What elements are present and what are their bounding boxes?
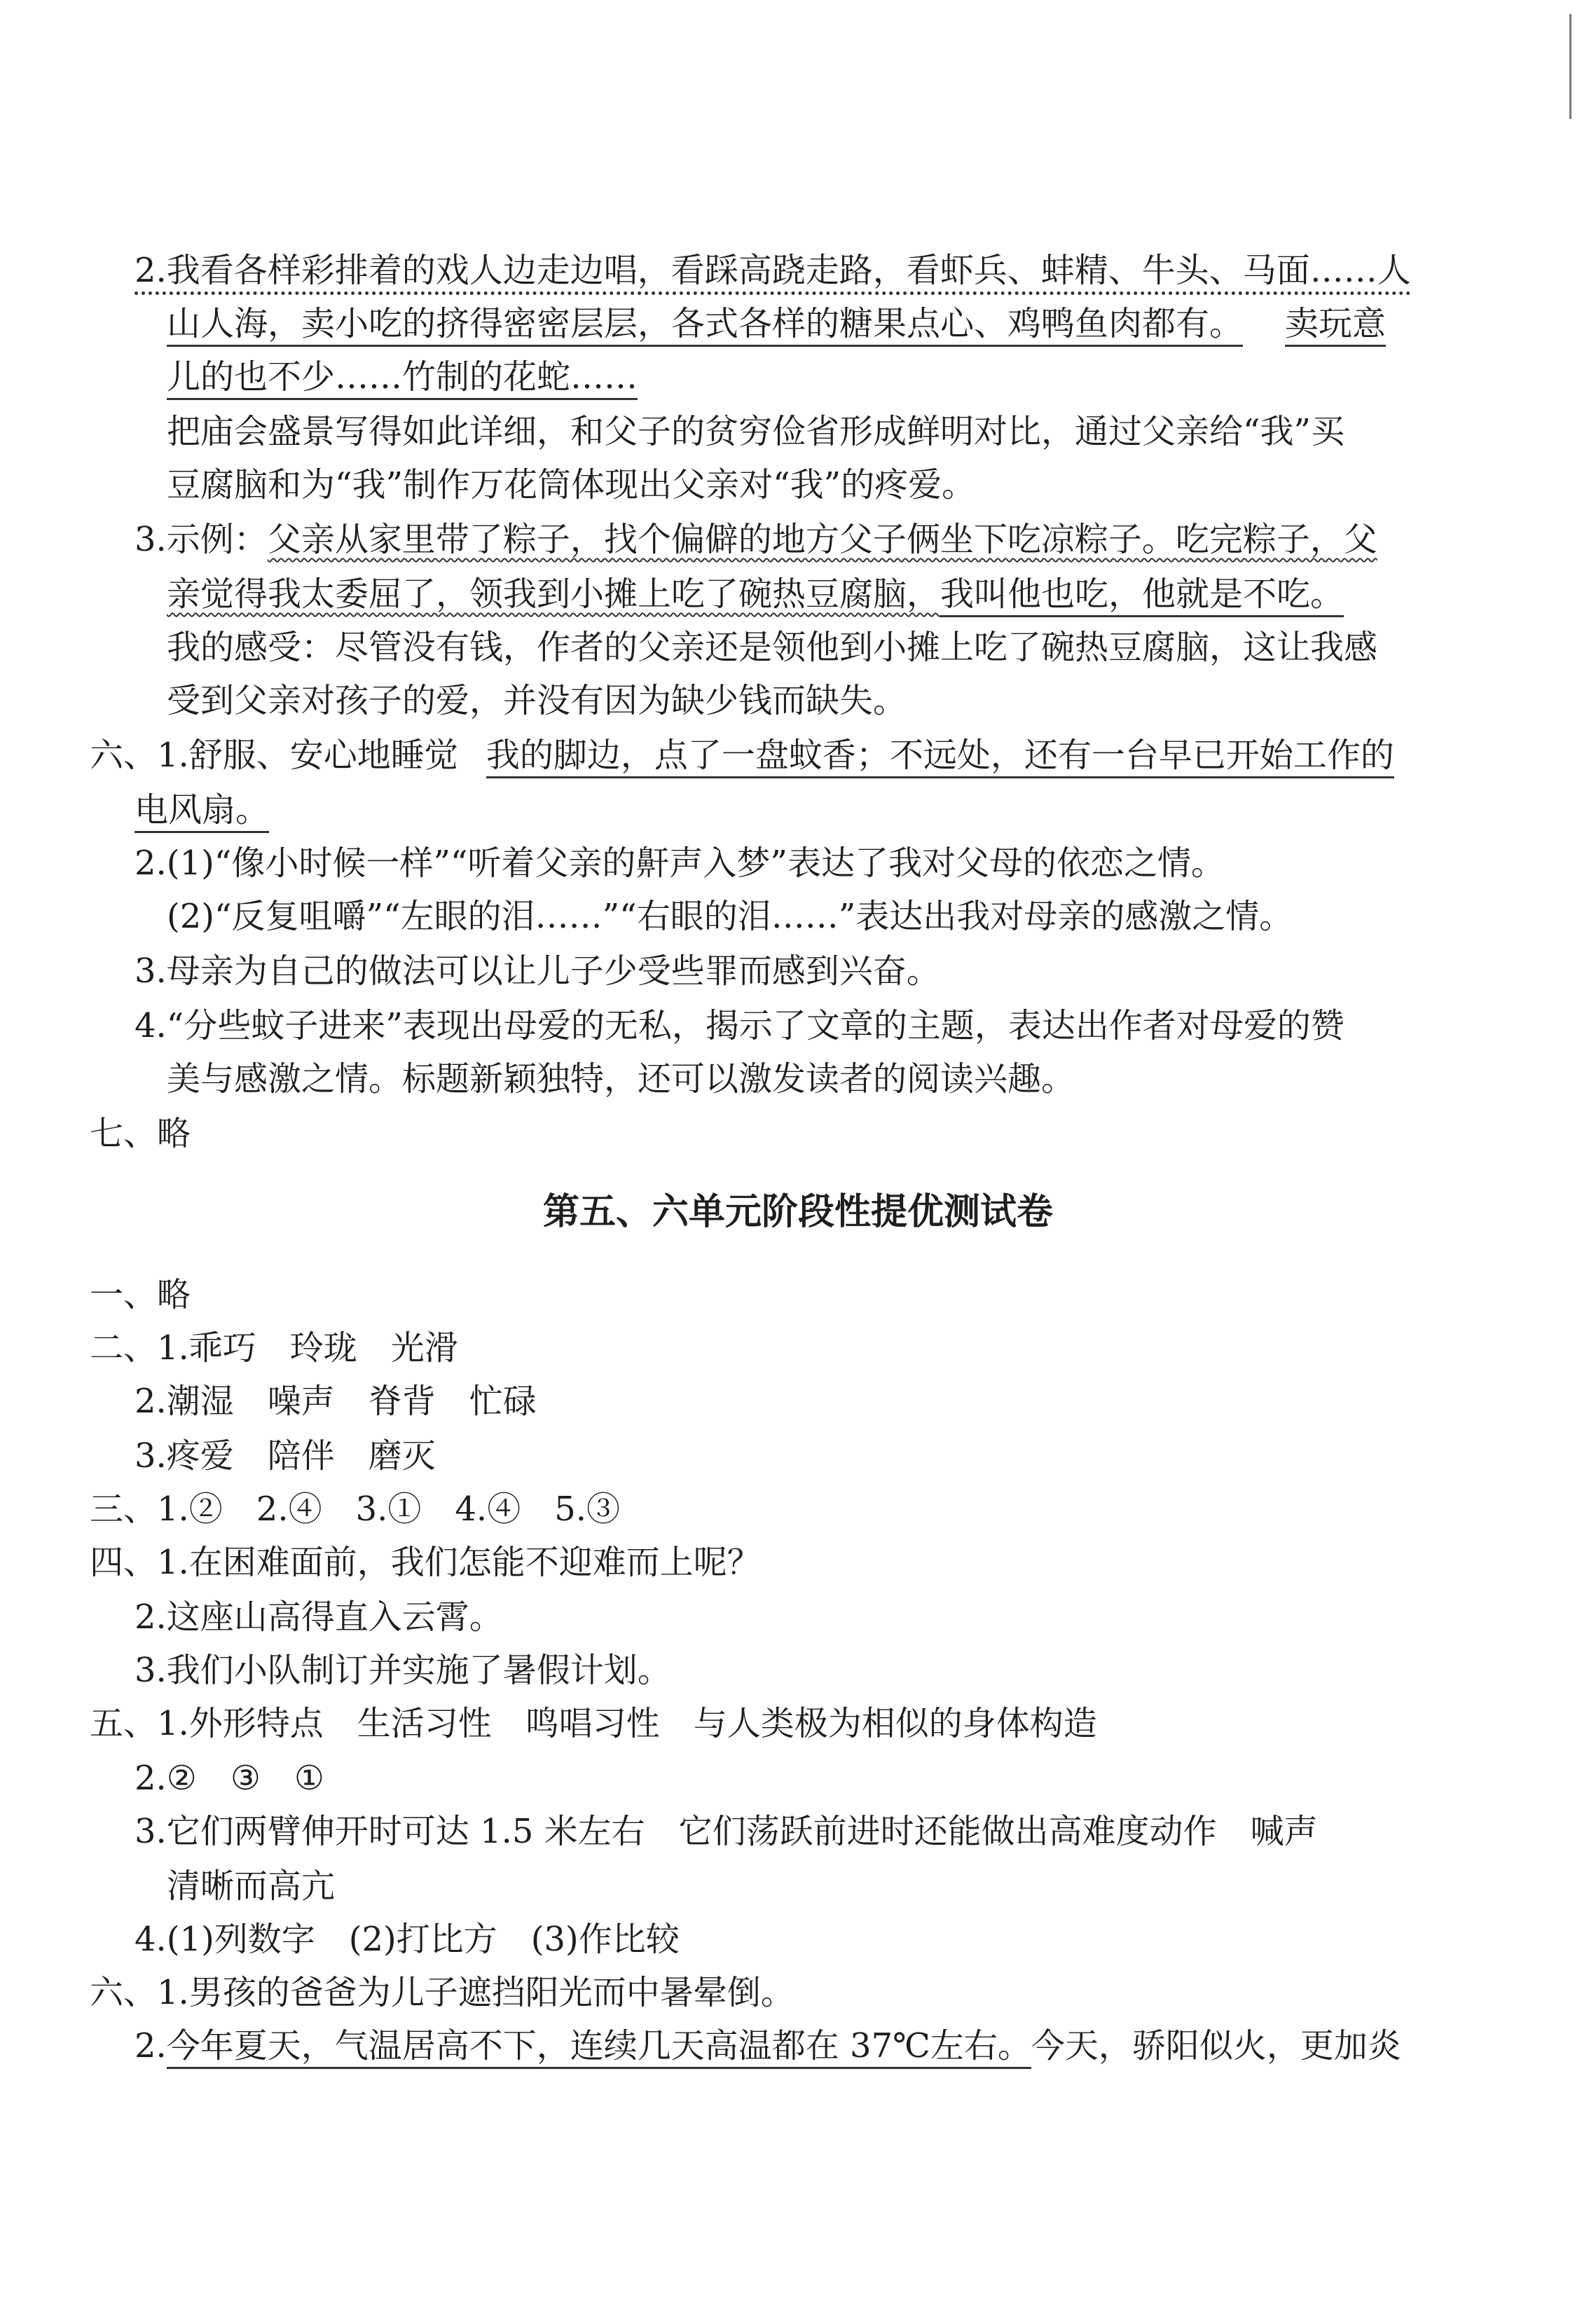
answer-line: 3.疼爱 陪伴 磨灭 bbox=[135, 1436, 436, 1476]
answer-line bbox=[135, 518, 1377, 561]
answer-text: 六、1.舒服、安心地睡觉 bbox=[90, 736, 458, 775]
answer-text: 卖玩意 bbox=[1285, 304, 1386, 347]
answer-text: 2.我看各样彩排着的戏人边走边唱，看踩高跷走路，看虾兵、蚌精、牛头、马面……人 bbox=[135, 251, 1411, 295]
answer-text: 今天，骄阳似火，更加炎 bbox=[1031, 2026, 1401, 2065]
answer-line: 我的感受：尽管没有钱，作者的父亲还是领他到小摊上吃了碗热豆腐脑，这让我感 bbox=[167, 628, 1378, 667]
answer-line: 2.这座山高得直入云霄。 bbox=[135, 1597, 503, 1637]
answer-line: 清晰而高亢 bbox=[167, 1866, 336, 1906]
answer-line: 3.它们两臂伸开时可达 1.5 米左右 它们荡跃前进时还能做出高难度动作 喊声 bbox=[135, 1812, 1318, 1851]
answer-line: 2.② ③ ① bbox=[135, 1759, 324, 1798]
answer-line: 五、1.外形特点 生活习性 鸣唱习性 与人类极为相似的身体构造 bbox=[90, 1704, 1097, 1743]
page-edge-line bbox=[1569, 14, 1571, 119]
answer-line: 受到父亲对孩子的爱，并没有因为缺少钱而缺失。 bbox=[167, 681, 907, 720]
answer-line bbox=[135, 2025, 1401, 2067]
answer-line bbox=[135, 789, 269, 831]
section-title: 第五、六单元阶段性提优测试卷 bbox=[542, 1191, 1053, 1233]
answer-text: 今年夏天，气温居高不下，连续几天高温都在 37℃左右。 bbox=[167, 2026, 1031, 2069]
answer-line: 2.(1)“像小时候一样”“听着父亲的鼾声入梦”表达了我对父母的依恋之情。 bbox=[135, 844, 1225, 883]
answer-line bbox=[167, 573, 1344, 615]
answer-line: 3.我们小队制订并实施了暑假计划。 bbox=[135, 1651, 671, 1690]
answer-text: 2. bbox=[135, 2026, 167, 2065]
answer-line bbox=[167, 303, 1386, 345]
answer-text: 儿的也不少……竹制的花蛇…… bbox=[167, 357, 638, 400]
answer-line: 4.“分些蚊子进来”表现出母爱的无私，揭示了文章的主题，表达出作者对母爱的赞 bbox=[135, 1006, 1344, 1045]
answer-line: 美与感激之情。标题新颖独特，还可以激发读者的阅读兴趣。 bbox=[167, 1059, 1075, 1099]
answer-line: 4.(1)列数字 (2)打比方 (3)作比较 bbox=[135, 1920, 680, 1959]
answer-line: 四、1.在困难面前，我们怎能不迎难而上呢？ bbox=[90, 1543, 761, 1582]
answer-line: 把庙会盛景写得如此详细，和父子的贫穷俭省形成鲜明对比，通过父亲给“我”买 bbox=[167, 412, 1345, 451]
answer-line: 3.母亲为自己的做法可以让儿子少受些罪而感到兴奋。 bbox=[135, 951, 940, 991]
answer-text: 父亲从家里带了粽子，找个偏僻的地方父子俩坐下吃凉粽子。吃完粽子，父 bbox=[267, 520, 1377, 559]
answer-text: 亲觉得我太委屈了，领我到小摊上吃了碗热豆腐脑， bbox=[167, 575, 941, 614]
answer-line: (2)“反复咀嚼”“左眼的泪……”“右眼的泪……”表达出我对母亲的感激之情。 bbox=[167, 897, 1293, 936]
answer-line: 三、1.② 2.④ 3.① 4.④ 5.③ bbox=[90, 1490, 620, 1529]
answer-line: 一、略 bbox=[90, 1275, 191, 1314]
answer-text: 我叫他也吃，他就是不吃。 bbox=[940, 575, 1344, 617]
answer-line bbox=[90, 734, 1394, 776]
answer-text: 3.示例： bbox=[135, 520, 268, 559]
answer-line: 七、略 bbox=[90, 1114, 191, 1153]
answer-line bbox=[135, 249, 1411, 291]
answer-text: 电风扇。 bbox=[135, 790, 269, 833]
answer-line: 六、1.男孩的爸爸为儿子遮挡阳光而中暑晕倒。 bbox=[90, 1973, 794, 2012]
answer-line bbox=[167, 356, 638, 398]
answer-line: 二、1.乖巧 玲珑 光滑 bbox=[90, 1328, 458, 1368]
answer-line: 豆腐脑和为“我”制作万花筒体现出父亲对“我”的疼爱。 bbox=[167, 465, 976, 504]
answer-text: 山人海，卖小吃的挤得密密层层，各式各样的糖果点心、鸡鸭鱼肉都有。 bbox=[167, 304, 1243, 347]
answer-line: 2.潮湿 噪声 脊背 忙碌 bbox=[135, 1382, 537, 1421]
answer-text: 我的脚边，点了一盘蚊香；不远处，还有一台早已开始工作的 bbox=[486, 736, 1394, 778]
